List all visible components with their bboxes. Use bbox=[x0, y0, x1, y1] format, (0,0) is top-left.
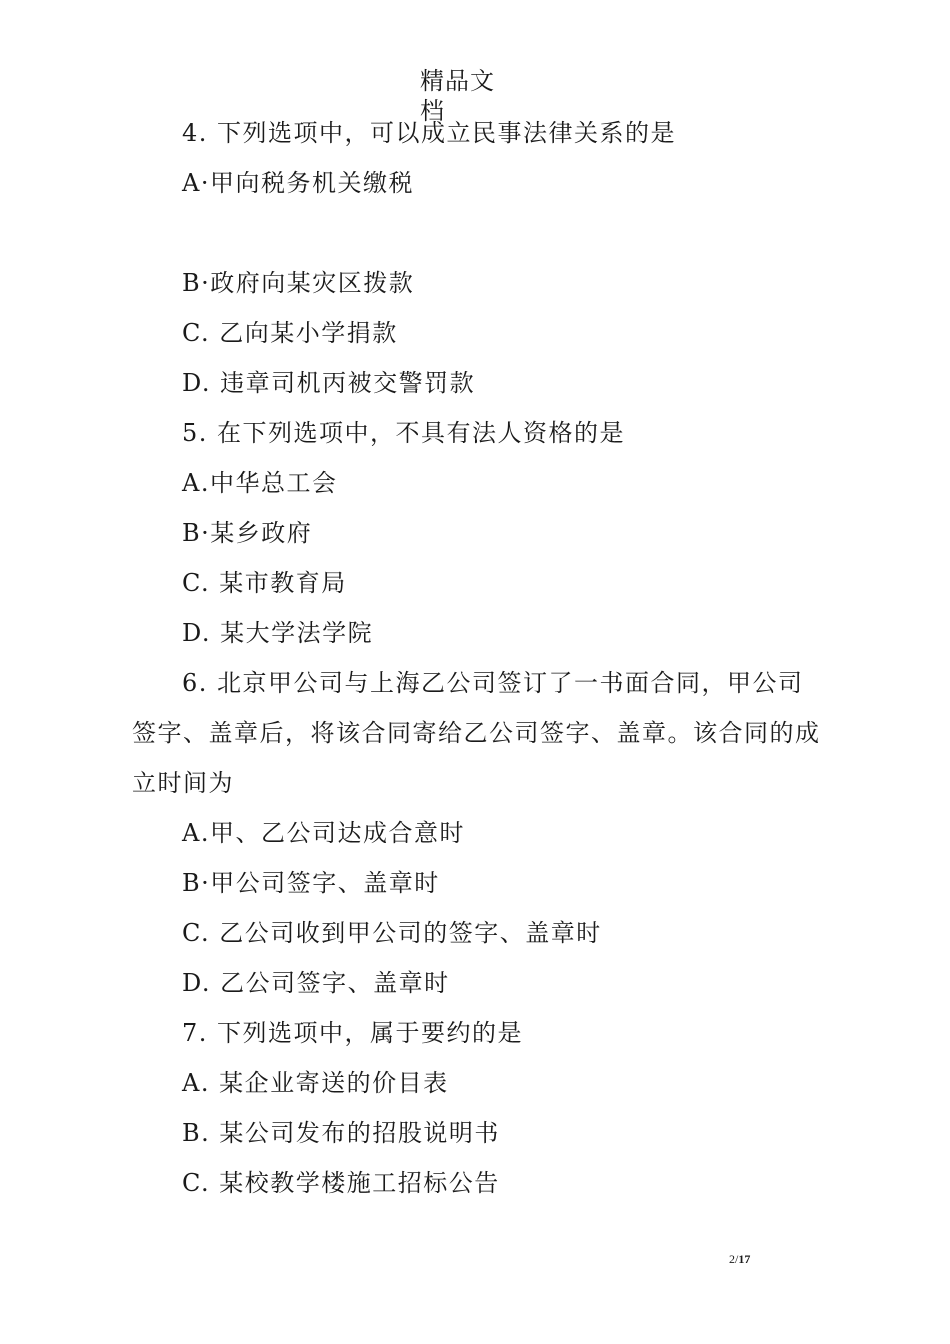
option-7c: C. 某校教学楼施工招标公告 bbox=[182, 1169, 500, 1197]
option-6c: C. 乙公司收到甲公司的签字、盖章时 bbox=[182, 919, 602, 947]
option-4c: C. 乙向某小学捐款 bbox=[182, 319, 398, 347]
question-6-line-3: 立时间为 bbox=[132, 769, 234, 797]
question-4: 4. 下列选项中，可以成立民事法律关系的是 bbox=[182, 119, 677, 147]
question-7: 7. 下列选项中，属于要约的是 bbox=[182, 1019, 524, 1047]
option-5d: D. 某大学法学院 bbox=[182, 619, 374, 647]
option-7a: A. 某企业寄送的价目表 bbox=[182, 1069, 449, 1097]
header-line-2: 档 bbox=[420, 97, 445, 125]
option-5c: C. 某市教育局 bbox=[182, 569, 347, 597]
page-total: 17 bbox=[738, 1252, 751, 1266]
option-5b: B·某乡政府 bbox=[182, 519, 313, 547]
page-header bbox=[420, 66, 510, 126]
option-4b: B·政府向某灾区拨款 bbox=[182, 269, 415, 297]
option-4a: A·甲向税务机关缴税 bbox=[182, 169, 414, 197]
option-5a: A.中华总工会 bbox=[182, 469, 338, 497]
page-current: 2/ bbox=[729, 1252, 739, 1266]
header-line-1: 精品文 bbox=[420, 67, 495, 95]
question-5: 5. 在下列选项中，不具有法人资格的是 bbox=[182, 419, 626, 447]
option-4d: D. 违章司机丙被交警罚款 bbox=[182, 369, 476, 397]
option-6d: D. 乙公司签字、盖章时 bbox=[182, 969, 450, 997]
question-6-line-1: 6. 北京甲公司与上海乙公司签订了一书面合同，甲公司 bbox=[182, 669, 804, 697]
option-6b: B·甲公司签字、盖章时 bbox=[182, 869, 440, 897]
page-number bbox=[729, 1252, 750, 1266]
question-6-line-2: 签字、盖章后，将该合同寄给乙公司签字、盖章。该合同的成 bbox=[132, 719, 821, 747]
option-6a: A.甲、乙公司达成合意时 bbox=[182, 819, 465, 847]
option-7b: B. 某公司发布的招股说明书 bbox=[182, 1119, 500, 1147]
